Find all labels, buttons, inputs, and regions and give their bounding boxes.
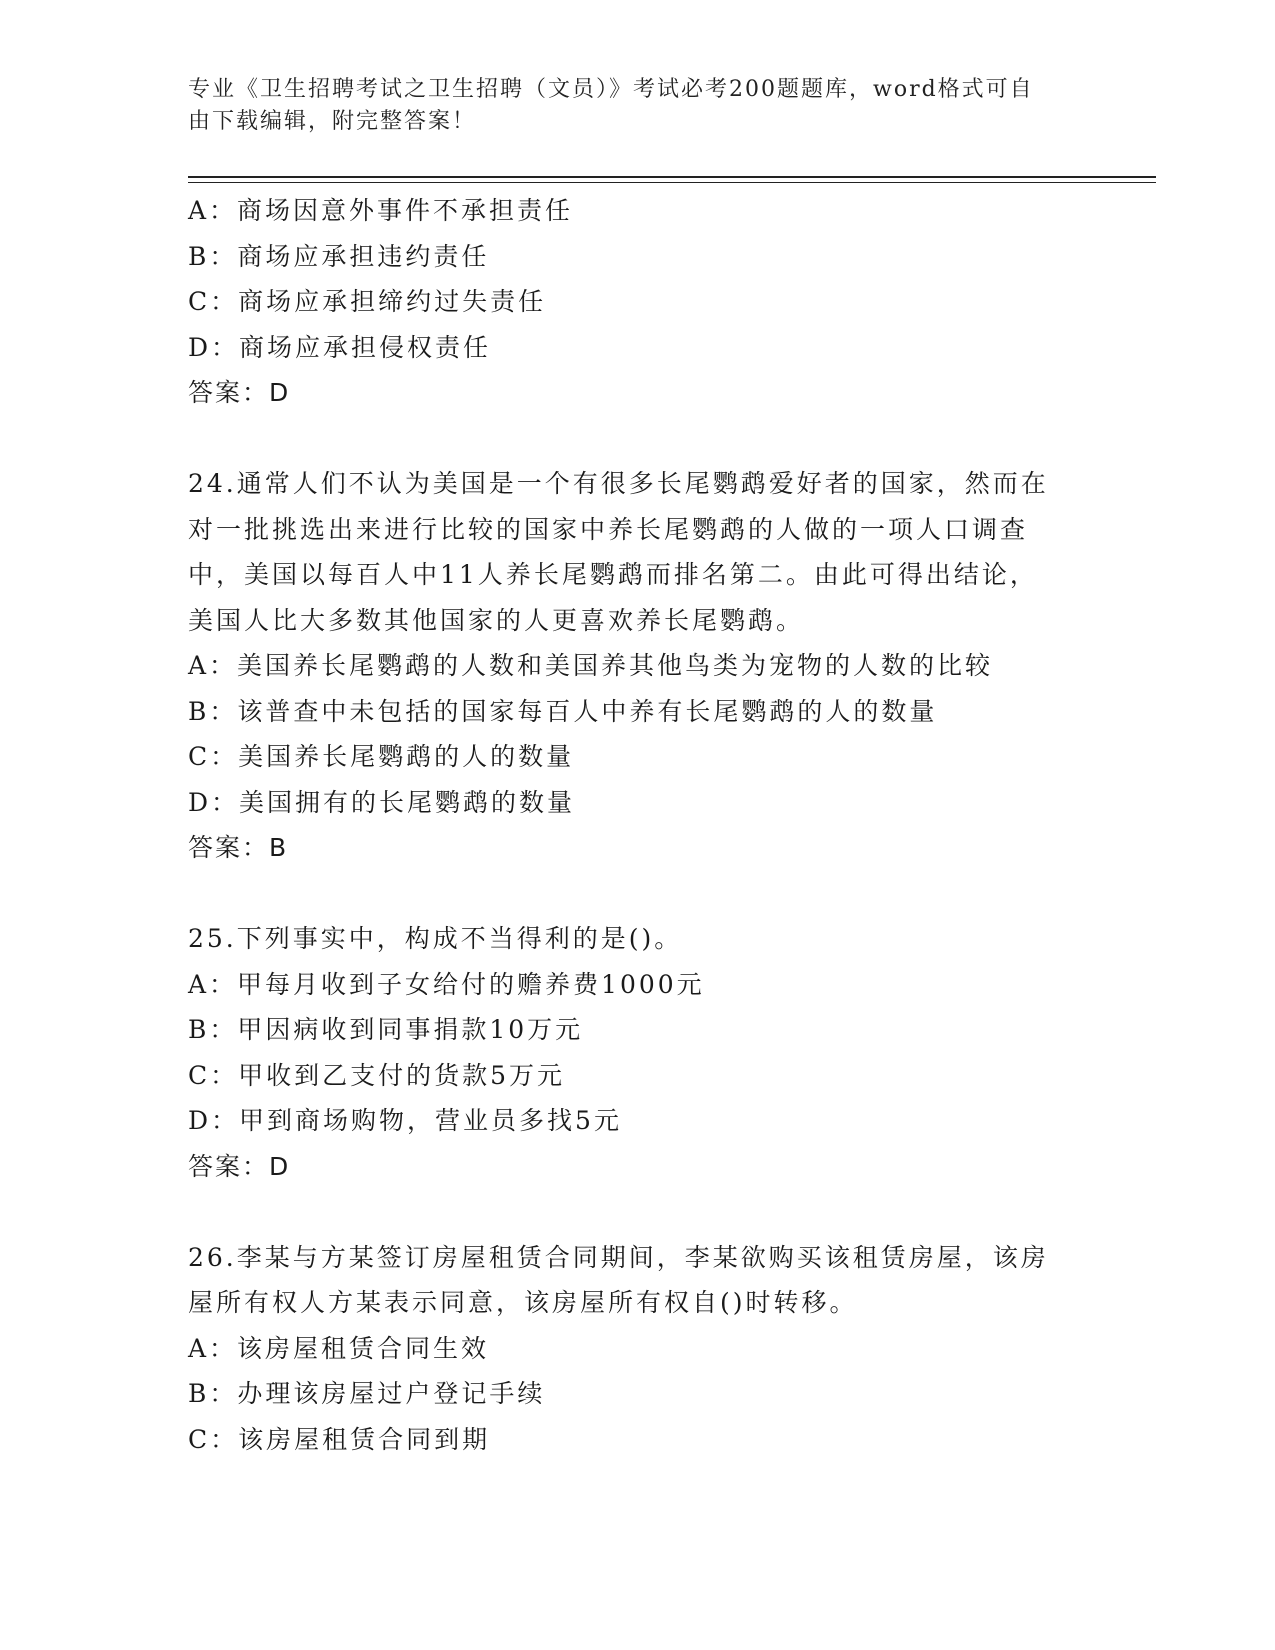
- question-stem-line: 25.下列事实中，构成不当得利的是()。: [188, 924, 683, 953]
- question-stem-line: 屋所有权人方某表示同意，该房屋所有权自()时转移。: [188, 1288, 858, 1317]
- option-a: A：该房屋租赁合同生效: [188, 1333, 490, 1363]
- option-d: D：甲到商场购物，营业员多找5元: [188, 1106, 622, 1135]
- answer: 答案：B: [188, 833, 289, 862]
- question-stem-line: 中，美国以每百人中11人养长尾鹦鹉而排名第二。由此可得出结论，: [188, 560, 1038, 589]
- document-header: [188, 74, 1088, 138]
- option-c: C：美国养长尾鹦鹉的人的数量: [188, 742, 575, 771]
- spacer: [188, 871, 1088, 917]
- question-25: [188, 916, 1088, 1189]
- option-b: B：甲因病收到同事捐款10万元: [188, 1015, 584, 1044]
- answer: 答案：D: [188, 378, 291, 407]
- question-stem-line: 对一批挑选出来进行比较的国家中养长尾鹦鹉的人做的一项人口调查: [188, 514, 1029, 544]
- question-stem-line: 美国人比大多数其他国家的人更喜欢养长尾鹦鹉。: [188, 605, 805, 635]
- question-23: [188, 188, 1088, 416]
- option-b: B：办理该房屋过户登记手续: [188, 1379, 546, 1408]
- answer: 答案：D: [188, 1151, 291, 1181]
- header-divider-thick: [188, 176, 1156, 178]
- question-26: [188, 1235, 1088, 1463]
- option-c: C：甲收到乙支付的货款5万元: [188, 1060, 566, 1090]
- header-line-2: 由下载编辑，附完整答案！: [188, 109, 477, 134]
- question-content: [188, 188, 1088, 1462]
- option-a: A：美国养长尾鹦鹉的人数和美国养其他鸟类为宠物的人数的比较: [188, 651, 994, 680]
- option-b: B：该普查中未包括的国家每百人中养有长尾鹦鹉的人的数量: [188, 696, 938, 726]
- question-24: [188, 461, 1088, 871]
- spacer: [188, 416, 1088, 462]
- option-c: C：该房屋租赁合同到期: [188, 1424, 491, 1454]
- option-a: A：商场因意外事件不承担责任: [188, 196, 574, 225]
- option-b: B：商场应承担违约责任: [188, 241, 490, 271]
- question-stem-line: 26.李某与方某签订房屋租赁合同期间，李某欲购买该租赁房屋，该房: [188, 1242, 1049, 1272]
- option-d: D：商场应承担侵权责任: [188, 332, 492, 362]
- spacer: [188, 1189, 1088, 1235]
- option-a: A：甲每月收到子女给付的赡养费1000元: [188, 969, 705, 999]
- question-stem-line: 24.通常人们不认为美国是一个有很多长尾鹦鹉爱好者的国家，然而在: [188, 469, 1049, 498]
- option-c: C：商场应承担缔约过失责任: [188, 287, 547, 316]
- option-d: D：美国拥有的长尾鹦鹉的数量: [188, 787, 576, 817]
- header-line-1: 专业《卫生招聘考试之卫生招聘（文员）》考试必考200题题库，word格式可自: [188, 77, 1034, 102]
- header-divider-thin: [188, 182, 1156, 183]
